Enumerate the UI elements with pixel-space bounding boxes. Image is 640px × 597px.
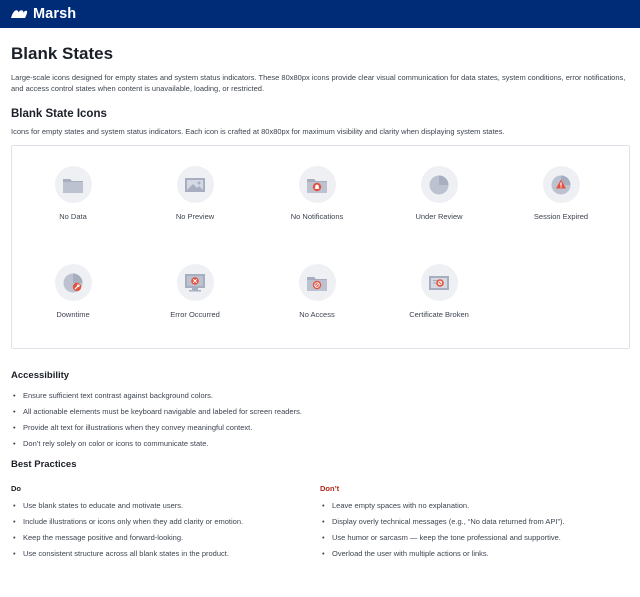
pie-warning-icon [550, 174, 572, 196]
icon-tile-certificate-broken[interactable] [378, 264, 500, 362]
section-description-icons: Icons for empty states and system status indicators. Each icon is crafted at 80x80px for maximum visibility and clarity when displaying system states. [11, 127, 505, 136]
do-heading: Do [11, 484, 21, 493]
image-icon [184, 177, 206, 193]
icon-tile-error-occurred[interactable] [134, 264, 256, 362]
icon-label: No Preview [175, 212, 215, 221]
brand-logo[interactable] [10, 6, 76, 22]
list-item: • Use consistent structure across all blank states in the product. [11, 550, 320, 558]
pie-chart-icon [428, 174, 450, 196]
best-practices-title: Best Practices [11, 459, 77, 470]
page-content [0, 44, 640, 566]
folder-bell-icon [306, 176, 328, 194]
icon-tile-downtime[interactable] [12, 264, 134, 362]
accessibility-title: Accessibility [11, 370, 70, 381]
folder-icon [62, 176, 84, 194]
list-item: • Leave empty spaces with no explanation. [320, 502, 629, 510]
icon-label: Error Occurred [170, 310, 220, 319]
page-title: Blank States [11, 44, 114, 63]
icon-label: No Notifications [290, 212, 344, 221]
icon-tile-no-notifications[interactable] [256, 166, 378, 264]
monitor-error-icon [184, 273, 206, 293]
accessibility-list [11, 392, 629, 448]
icon-tile-under-review[interactable] [378, 166, 500, 264]
list-item: • Display overly technical messages (e.g., “No data returned from API”). [320, 518, 629, 526]
icon-label: No Access [299, 310, 335, 319]
certificate-broken-icon [428, 274, 450, 292]
pie-wrench-icon [62, 272, 84, 294]
top-navigation-bar [0, 0, 640, 28]
page-description: Large-scale icons designed for empty states and system status indicators. These 80x80px icons provide clear visual communication for data states, system conditions, error notifications, and access control states when content is unavailable, loading, or restricted. [11, 73, 626, 93]
list-item: • Use humor or sarcasm — keep the tone professional and supportive. [320, 534, 629, 542]
icon-gallery-panel [11, 145, 630, 349]
list-item: • Provide alt text for illustrations when they convey meaningful context. [11, 424, 629, 432]
list-item: • Keep the message positive and forward-looking. [11, 534, 320, 542]
dont-heading: Don’t [320, 484, 340, 493]
icon-tile-no-access[interactable] [256, 264, 378, 362]
list-item: • All actionable elements must be keyboard navigable and labeled for screen readers. [11, 408, 629, 416]
list-item: • Overload the user with multiple actions or links. [320, 550, 629, 558]
list-item: • Ensure sufficient text contrast against background colors. [11, 392, 629, 400]
list-item: • Use blank states to educate and motivate users. [11, 502, 320, 510]
icon-label: Certificate Broken [409, 310, 469, 319]
dont-column [320, 484, 629, 566]
best-practices-columns [11, 484, 629, 566]
icon-tile-no-data[interactable] [12, 166, 134, 264]
folder-blocked-icon [306, 274, 328, 292]
marsh-logo-icon [10, 8, 28, 20]
icon-label: Under Review [415, 212, 463, 221]
icon-label: Session Expired [533, 212, 589, 221]
icon-label: No Data [59, 212, 87, 221]
icon-tile-session-expired[interactable] [500, 166, 622, 264]
brand-name: Marsh [33, 6, 77, 22]
icon-label: Downtime [56, 310, 90, 319]
icon-grid [12, 166, 629, 362]
do-list [11, 502, 320, 558]
dont-list [320, 502, 629, 558]
section-title-icons: Blank State Icons [11, 108, 107, 120]
do-column [11, 484, 320, 566]
list-item: • Don’t rely solely on color or icons to communicate state. [11, 440, 629, 448]
list-item: • Include illustrations or icons only when they add clarity or emotion. [11, 518, 320, 526]
icon-tile-no-preview[interactable] [134, 166, 256, 264]
